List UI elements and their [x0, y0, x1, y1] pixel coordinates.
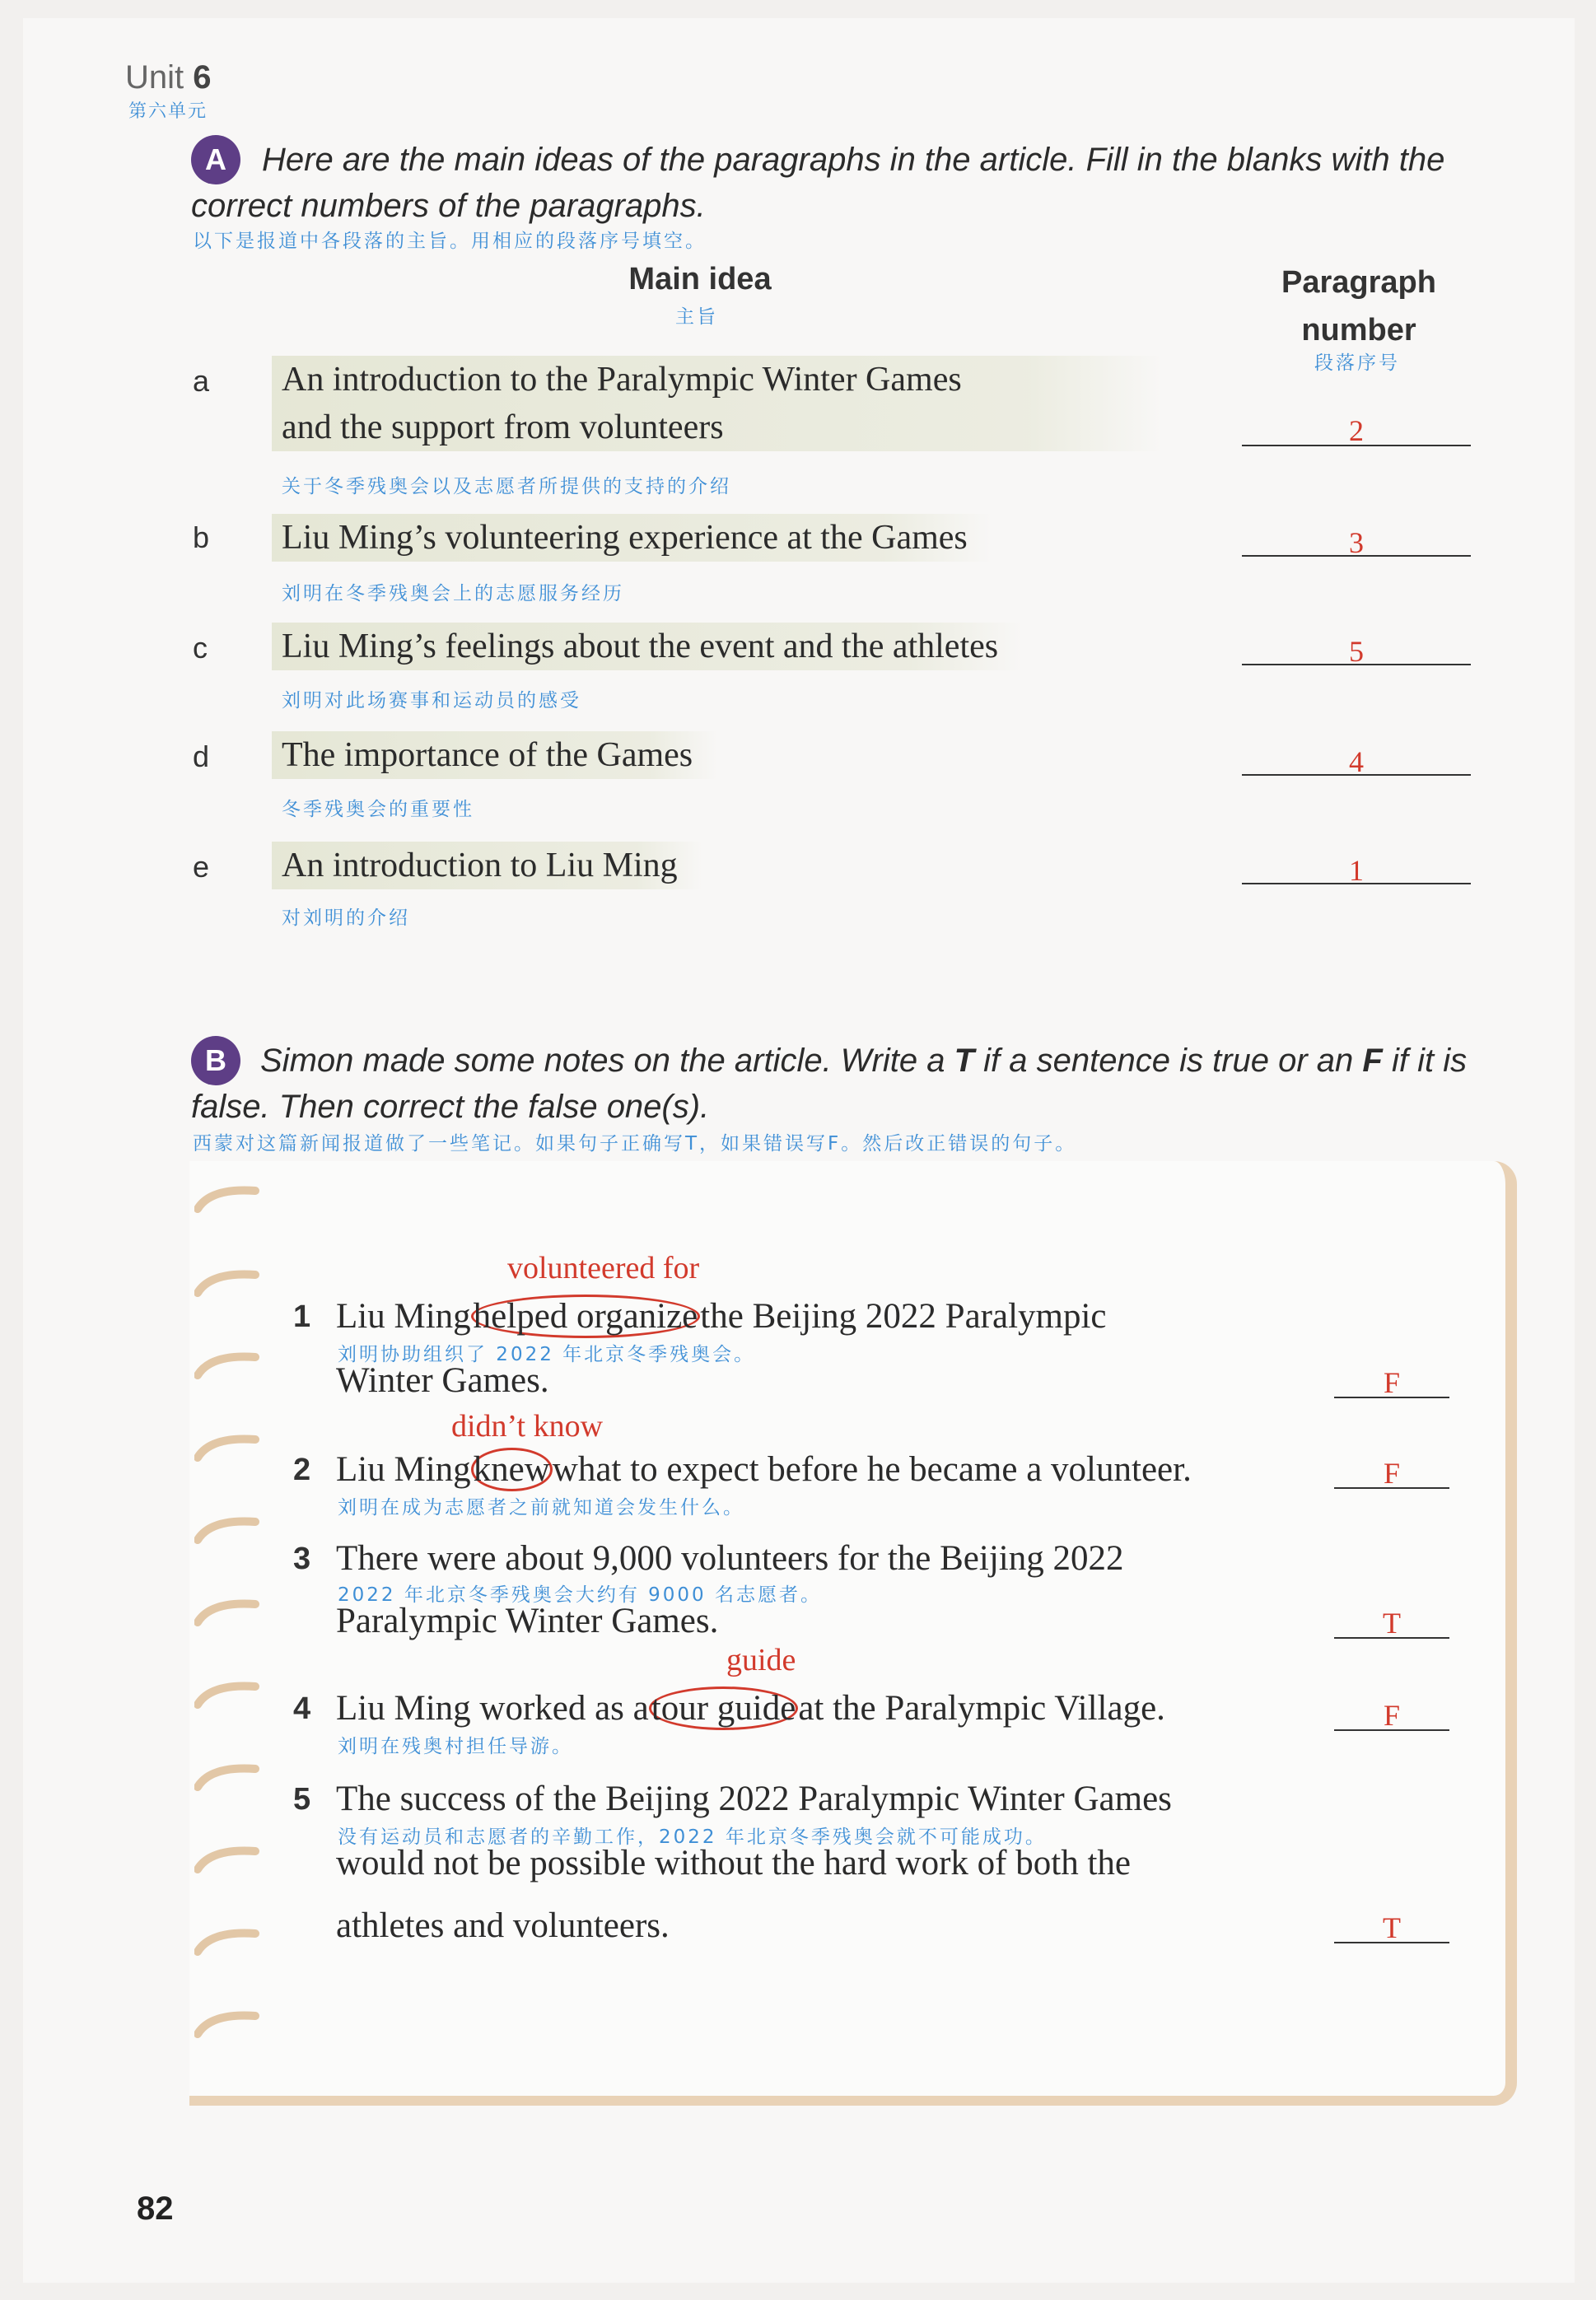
item-2-number: 2: [293, 1453, 311, 1487]
spiral-swirl-icon: [194, 2009, 260, 2039]
item-1-answer[interactable]: F: [1383, 1366, 1401, 1399]
spiral-swirl-icon: [194, 1927, 260, 1957]
section-b-instruction-line2: false. Then correct the false one(s).: [191, 1089, 710, 1125]
spiral-swirl-icon: [194, 1845, 260, 1874]
item-5-line3: athletes and volunteers.: [336, 1906, 670, 1945]
header-paragraph-number-cn: 段落序号: [1314, 352, 1400, 374]
item-5-sentence: The success of the Beijing 2022 Paralympic Winter Games: [336, 1780, 1172, 1818]
spiral-swirl-icon: [194, 1515, 260, 1545]
section-a-instruction-cn: 以下是报道中各段落的主旨。用相应的段落序号填空。: [193, 231, 707, 252]
item-4-blank: [1334, 1729, 1449, 1731]
item-1-cn: 刘明协助组织了 2022 年北京冬季残奥会。: [338, 1344, 756, 1365]
row-a-cn: 关于冬季残奥会以及志愿者所提供的支持的介绍: [282, 476, 731, 497]
row-b-blank: [1242, 555, 1471, 557]
row-b-cn: 刘明在冬季残奥会上的志愿服务经历: [282, 583, 624, 604]
row-c-main-idea: Liu Ming’s feelings about the event and the athletes: [272, 623, 1023, 670]
row-e-cn: 对刘明的介绍: [282, 907, 410, 929]
row-d-letter: d: [193, 739, 210, 773]
spiral-swirl-icon: [194, 1268, 260, 1298]
spiral-swirl-icon: [194, 1184, 260, 1214]
item-1-number: 1: [293, 1299, 311, 1334]
item-4-correction: guide: [726, 1643, 796, 1677]
row-d-main-idea: The importance of the Games: [272, 731, 717, 779]
item-3-line2: Paralympic Winter Games.: [336, 1602, 719, 1640]
row-c-answer[interactable]: 5: [1349, 635, 1364, 668]
item-2-answer[interactable]: F: [1383, 1457, 1401, 1490]
page-number: 82: [137, 2190, 174, 2227]
item-5-blank: [1334, 1942, 1449, 1943]
row-b-answer[interactable]: 3: [1349, 526, 1364, 559]
item-1-blank: [1334, 1397, 1449, 1398]
section-a-badge: A: [191, 135, 240, 184]
row-b-main-idea: Liu Ming’s volunteering experience at the Games: [272, 514, 992, 562]
item-2-cn: 刘明在成为志愿者之前就知道会发生什么。: [338, 1497, 744, 1519]
spiral-swirl-icon: [194, 1680, 260, 1710]
item-3-sentence: There were about 9,000 volunteers for the Beijing 2022: [336, 1539, 1124, 1578]
item-2-blank: [1334, 1487, 1449, 1489]
item-2-circled: knew: [471, 1448, 553, 1491]
item-1-sentence: Liu Minghelped organizethe Beijing 2022 Paralympic: [336, 1296, 1107, 1337]
spiral-swirl-icon: [194, 1433, 260, 1463]
row-d-answer[interactable]: 4: [1349, 745, 1364, 778]
section-b-badge: B: [191, 1036, 240, 1085]
row-c-cn: 刘明对此场赛事和运动员的感受: [282, 690, 581, 711]
item-4-answer[interactable]: F: [1383, 1699, 1401, 1732]
row-e-main-idea: An introduction to Liu Ming: [272, 842, 702, 889]
item-3-answer[interactable]: T: [1383, 1607, 1401, 1640]
item-3-blank: [1334, 1637, 1449, 1639]
spiral-swirl-icon: [194, 1762, 260, 1792]
header-paragraph-line2: number: [1301, 313, 1416, 348]
item-5-answer[interactable]: T: [1383, 1911, 1401, 1944]
unit-label-cn: 第六单元: [128, 100, 208, 121]
item-2-correction: didn’t know: [451, 1409, 604, 1444]
row-a-line1: An introduction to the Paralympic Winter Games: [282, 361, 962, 399]
section-b-instruction-line1: Simon made some notes on the article. Write a T if a sentence is true or an F if it is: [260, 1043, 1468, 1079]
spiral-swirl-icon: [194, 1351, 260, 1380]
unit-label: Unit 6: [125, 59, 212, 96]
section-b-instruction-cn: 西蒙对这篇新闻报道做了一些笔记。如果句子正确写T，如果错误写F。然后改正错误的句子。: [193, 1133, 1077, 1155]
item-4-sentence: Liu Ming worked as atour guideat the Paralympic Village.: [336, 1688, 1165, 1729]
row-a-blank: [1242, 445, 1471, 446]
item-2-sentence: Liu Mingknewwhat to expect before he became a volunteer.: [336, 1449, 1192, 1491]
item-3-cn: 2022 年北京冬季残奥会大约有 9000 名志愿者。: [338, 1584, 822, 1606]
row-d-blank: [1242, 774, 1471, 776]
item-5-number: 5: [293, 1782, 311, 1817]
row-e-answer[interactable]: 1: [1349, 854, 1364, 887]
header-main-idea: Main idea: [628, 262, 772, 296]
spiral-swirl-icon: [194, 1598, 260, 1627]
row-e-blank: [1242, 883, 1471, 884]
row-a-answer[interactable]: 2: [1349, 414, 1364, 447]
row-c-letter: c: [193, 631, 208, 665]
item-1-line2: Winter Games.: [336, 1361, 549, 1400]
header-paragraph-line1: Paragraph: [1281, 265, 1436, 300]
row-a-main-idea: [272, 356, 1163, 451]
section-a-instruction-line2: correct numbers of the paragraphs.: [191, 188, 706, 224]
header-paragraph-number: [1235, 259, 1482, 354]
row-a-letter: a: [193, 364, 210, 398]
section-a-instruction-line1: Here are the main ideas of the paragraphs in the article. Fill in the blanks with the: [262, 142, 1445, 178]
row-a-line2: and the support from volunteers: [282, 408, 724, 446]
item-4-number: 4: [293, 1691, 311, 1726]
item-4-circled: tour guide: [649, 1687, 799, 1730]
item-5-cn: 没有运动员和志愿者的辛勤工作，2022 年北京冬季残奥会就不可能成功。: [338, 1826, 1047, 1848]
item-5-line2: would not be possible without the hard work of both the: [336, 1844, 1131, 1882]
item-3-number: 3: [293, 1542, 311, 1576]
item-4-cn: 刘明在残奥村担任导游。: [338, 1736, 573, 1757]
item-1-correction: volunteered for: [507, 1251, 700, 1285]
row-b-letter: b: [193, 520, 210, 554]
item-1-circled: helped organize: [471, 1295, 701, 1338]
row-d-cn: 冬季残奥会的重要性: [282, 799, 474, 820]
row-c-blank: [1242, 664, 1471, 665]
header-main-idea-cn: 主旨: [675, 306, 718, 328]
row-e-letter: e: [193, 850, 210, 884]
